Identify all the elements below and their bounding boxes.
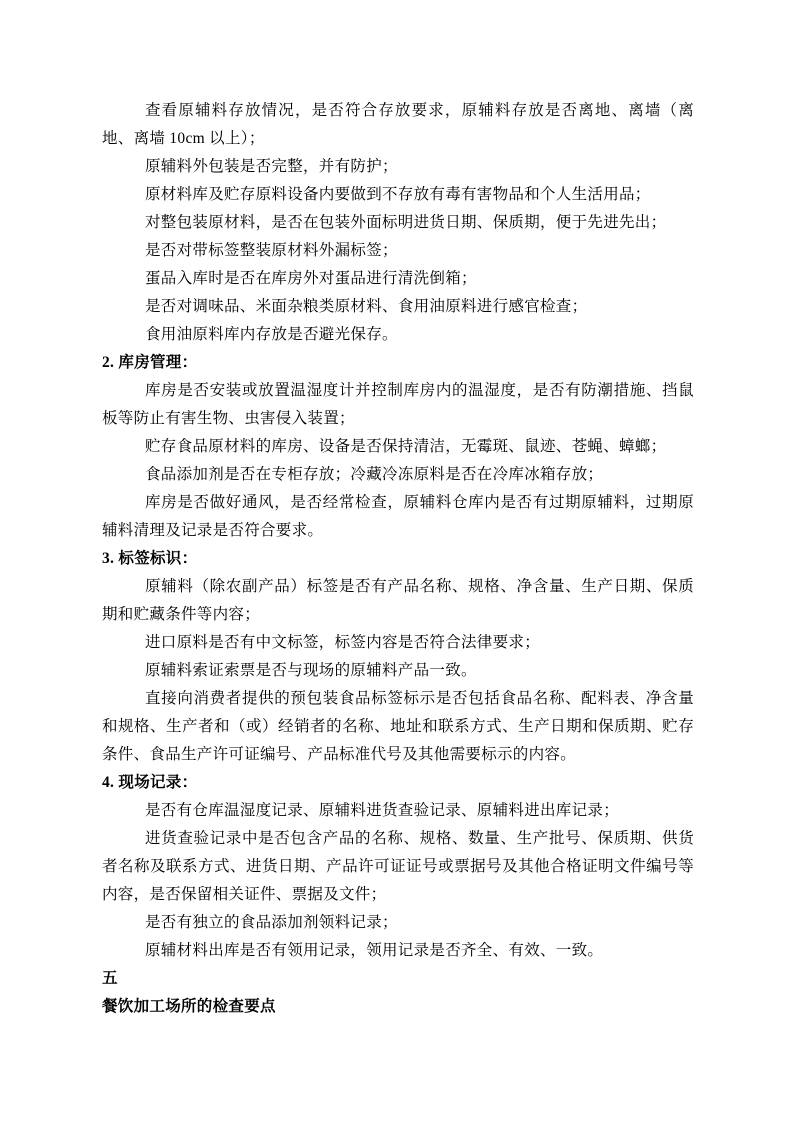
body-paragraph: 原材料库及贮存原料设备内要做到不存放有毒有害物品和个人生活用品； — [145, 186, 651, 203]
body-paragraph: 是否对带标签整装原材料外漏标签； — [145, 242, 398, 259]
body-paragraph: 库房是否安装或放置温湿度计并控制库房内的温湿度，是否有防潮措施、挡鼠板等防止有害生物、虫害侵入装置； — [102, 382, 694, 427]
body-paragraph: 是否对调味品、米面杂粮类原材料、食用油原料进行感官检查； — [145, 298, 588, 315]
body-paragraph: 食品添加剂是否在专柜存放；冷藏冷冻原料是否在冷库冰箱存放； — [145, 466, 604, 483]
section-heading: 2. 库房管理： — [102, 354, 198, 371]
body-paragraph: 原辅料外包装是否完整，并有防护； — [145, 158, 398, 175]
body-paragraph: 原辅材料出库是否有领用记录，领用记录是否齐全、有效、一致。 — [145, 942, 604, 959]
body-paragraph: 原辅料（除农副产品）标签是否有产品名称、规格、净含量、生产日期、保质期和贮藏条件等内容； — [102, 578, 694, 623]
body-paragraph: 是否有仓库温湿度记录、原辅料进货查验记录、原辅料进出库记录； — [145, 802, 620, 819]
body-paragraph: 库房是否做好通风，是否经常检查，原辅料仓库内是否有过期原辅料，过期原辅料清理及记录是否符合要求。 — [102, 494, 694, 539]
body-paragraph: 对整包装原材料，是否在包装外面标明进货日期、保质期，便于先进先出； — [145, 214, 667, 231]
document-page — [102, 97, 694, 1021]
section-heading: 五 — [102, 970, 118, 987]
body-paragraph: 是否有独立的食品添加剂领料记录； — [145, 914, 398, 931]
body-paragraph: 进货查验记录中是否包含产品的名称、规格、数量、生产批号、保质期、供货者名称及联系方式、进货日期、产品许可证证号或票据号及其他合格证明文件编号等内容，是否保留相关证件、票据及文件； — [102, 830, 694, 903]
body-paragraph: 食用油原料库内存放是否避光保存。 — [145, 326, 398, 343]
section-heading: 4. 现场记录： — [102, 774, 198, 791]
section-heading: 餐饮加工场所的检查要点 — [102, 998, 276, 1015]
section-heading: 3. 标签标识： — [102, 550, 198, 567]
body-paragraph: 原辅料索证索票是否与现场的原辅料产品一致。 — [145, 662, 477, 679]
body-paragraph: 直接向消费者提供的预包装食品标签标示是否包括食品名称、配料表、净含量和规格、生产者和（或）经销者的名称、地址和联系方式、生产日期和保质期、贮存条件、食品生产许可证编号、产品标准代号及其他需要标示的内容。 — [102, 690, 694, 763]
body-paragraph: 贮存食品原材料的库房、设备是否保持清洁，无霉斑、鼠迹、苍蝇、蟑螂； — [145, 438, 667, 455]
body-paragraph: 查看原辅料存放情况，是否符合存放要求，原辅料存放是否离地、离墙（离地、离墙 10cm 以上）； — [102, 102, 694, 147]
body-paragraph: 蛋品入库时是否在库房外对蛋品进行清洗倒箱； — [145, 270, 477, 287]
body-paragraph: 进口原料是否有中文标签，标签内容是否符合法律要求； — [145, 634, 541, 651]
